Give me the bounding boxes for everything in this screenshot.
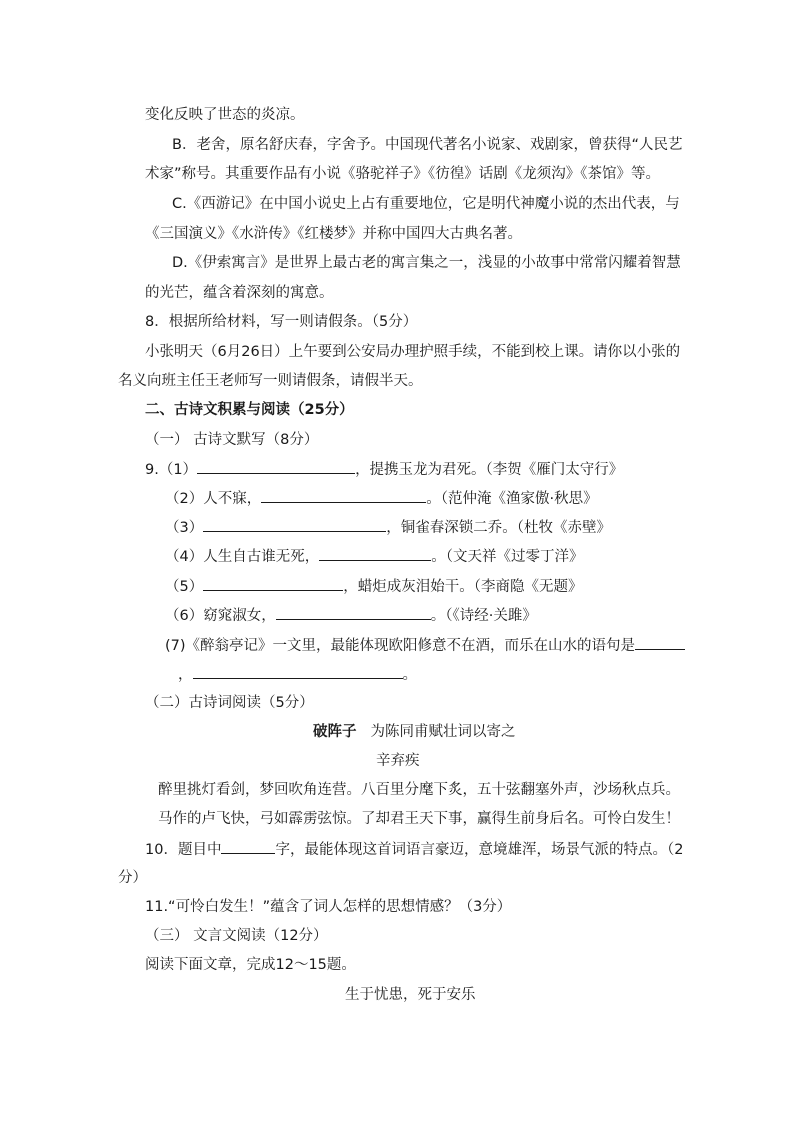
question-10: 10．题目中 字，最能体现这首词语言豪迈，意境雄浑，场景气派的特点。（2 (145, 839, 683, 860)
answer-blank[interactable] (203, 576, 343, 591)
answer-blank[interactable] (193, 664, 403, 679)
question-9-4: （4）人生自古谁无死， 。（文天祥《过零丁洋》 (165, 546, 583, 567)
option-c-line: C.《西游记》在中国小说史上占有重要地位，它是明代神魔小说的杰出代表，与 (172, 196, 680, 212)
answer-blank[interactable] (276, 605, 431, 620)
question-8-material: 小张明天（6月26日）上午要到公安局办理护照手续，不能到校上课。请你以小张的 (145, 344, 681, 360)
subsection-three-heading: （三） 文言文阅读（12分） (145, 928, 328, 944)
question-11: 11.“可怜白发生！”蕴含了词人怎样的思想情感？（3分） (145, 899, 512, 915)
answer-blank[interactable] (635, 635, 685, 650)
option-d-line: D.《伊索寓言》是世界上最古老的寓言集之一，浅显的小故事中常常闪耀着智慧 (172, 255, 681, 271)
answer-blank[interactable] (197, 459, 355, 474)
poem-line: 马作的卢飞快，弓如霹雳弦惊。了却君王天下事，赢得生前身后名。可怜白发生！ (158, 811, 680, 827)
option-b-line-cont: 术家”称号。其重要作品有小说《骆驼祥子》《彷徨》话剧《龙须沟》《茶馆》等。 (145, 166, 661, 182)
question-9-7: (7)《醉翁亭记》一文里，最能体现欧阳修意不在酒，而乐在山水的语句是 (165, 635, 685, 656)
question-8: 8．根据所给材料，写一则请假条。（5分） (145, 314, 418, 330)
question-9-7-cont: ， 。 (178, 664, 417, 685)
answer-blank[interactable] (203, 517, 386, 532)
essay-title: 生于忧患，死于安乐 (345, 987, 476, 1003)
question-9-2: （2）人不寐， 。（范仲淹《渔家傲·秋思》 (165, 488, 598, 509)
question-10-cont: 分） (118, 870, 147, 886)
option-d-line-cont: 的光芒，蕴含着深刻的寓意。 (145, 285, 334, 301)
option-c-line-cont: 《三国演义》《水浒传》《红楼梦》并称中国四大古典名著。 (145, 226, 522, 242)
section-two-heading: 二、古诗文积累与阅读（25分） (145, 402, 354, 418)
question-9-6: （6）窈窕淑女， 。（《诗经·关雎》 (165, 605, 537, 626)
question-9-1: 9.（1） ，提携玉龙为君死。（李贺《雁门太守行》 (145, 459, 623, 480)
option-b-line: B．老舍，原名舒庆春，字舍予。中国现代著名小说家、戏剧家，曾获得“人民艺 (172, 137, 683, 153)
reading-instruction: 阅读下面文章，完成12～15题。 (145, 957, 356, 973)
poem-line: 醉里挑灯看剑，梦回吹角连营。八百里分麾下炙，五十弦翻塞外声，沙场秋点兵。 (158, 782, 680, 798)
text-line: 变化反映了世态的炎凉。 (145, 107, 305, 123)
poem-title: 破阵子 为陈同甫赋壮词以寄之 (313, 724, 516, 740)
question-8-material-cont: 名义向班主任王老师写一则请假条，请假半天。 (118, 373, 423, 389)
poem-author: 辛弃疾 (376, 753, 420, 769)
question-9-5: （5） ，蜡炬成灰泪始干。（李商隐《无题》 (165, 576, 582, 597)
answer-blank[interactable] (261, 488, 426, 503)
subsection-one-heading: （一） 古诗文默写（8分） (145, 432, 319, 448)
answer-blank[interactable] (221, 839, 275, 854)
question-9-3: （3） ，铜雀春深锁二乔。（杜牧《赤壁》 (165, 517, 611, 538)
answer-blank[interactable] (319, 546, 431, 561)
subsection-two-heading: （二）古诗词阅读（5分） (145, 695, 314, 711)
